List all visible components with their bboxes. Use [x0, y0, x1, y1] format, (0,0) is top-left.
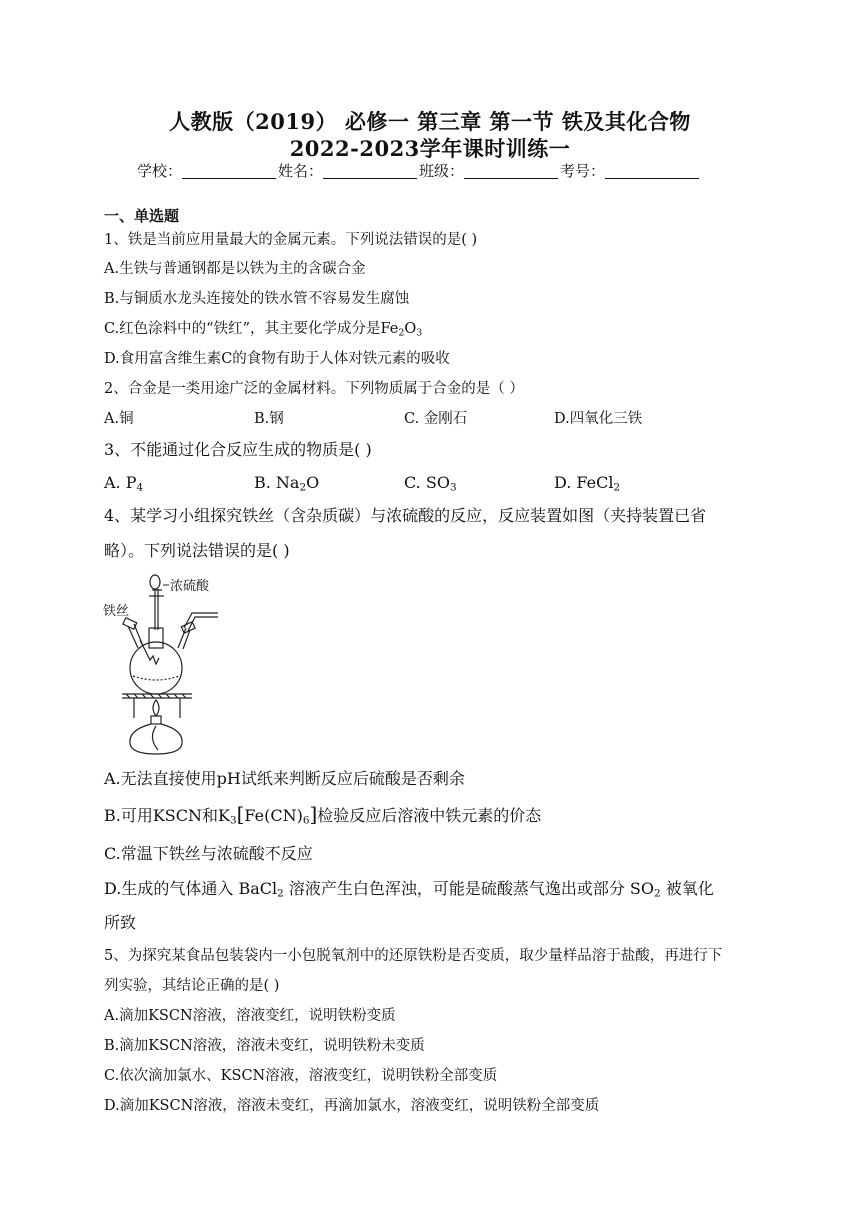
document-subtitle: 2022-2023学年课时训练一 — [289, 136, 571, 161]
formula-fe2o3: $Fe_2O_3$ — [380, 321, 423, 339]
q5-stem-line1: 5、为探究某食品包装袋内一小包脱氧剂中的还原铁粉是否变质，取少量样品溶于盐酸，再进行下 — [104, 948, 723, 964]
q4-option-d: D.生成的气体通入 BaCl$_2$ 溶液产生白色浑浊，可能是硫酸蒸气逸出或部分 $SO_2$ 被氧化 — [104, 879, 714, 900]
label-iron-wire: 铁丝 — [103, 604, 130, 619]
student-info-fields — [137, 160, 701, 181]
class-blank[interactable] — [464, 163, 558, 179]
q1-option-d: D.食用富含维生素C的食物有助于人体对铁元素的吸收 — [104, 351, 450, 367]
formula-so2: $SO_2$ — [624, 879, 661, 900]
q2-option-d: D.四氧化三铁 — [554, 411, 643, 427]
class-label: 班级： — [419, 162, 465, 180]
label-conc-sulfuric-acid: 浓硫酸 — [170, 579, 210, 594]
q3-stem: 3、不能通过化合反应生成的物质是( ) — [104, 440, 372, 459]
q1-option-c — [104, 317, 422, 338]
q4-option-c: C.常温下铁丝与浓硫酸不反应 — [104, 844, 313, 863]
document-title: 人教版（2019） 必修一 第三章 第一节 铁及其化合物 — [169, 109, 691, 134]
reaction-apparatus-diagram — [100, 568, 230, 758]
q5-option-a: A.滴加KSCN溶液，溶液变红，说明铁粉变质 — [104, 1008, 396, 1024]
q4-stem-line1: 4、某学习小组探究铁丝（含杂质碳）与浓硫酸的反应，反应装置如图（夹持装置已省 — [104, 506, 707, 525]
section-title: 一、单选题 — [104, 207, 180, 225]
q3-option-a: A. $P_4$ — [104, 473, 144, 494]
q3-option-d: D. FeCl$_2$ — [554, 473, 621, 494]
exam-number-label: 考号： — [560, 162, 606, 180]
q3-option-c: C. $SO_3$ — [404, 473, 457, 494]
name-label: 姓名： — [278, 162, 324, 180]
school-label: 学校： — [137, 162, 183, 180]
q4-option-a: A.无法直接使用pH试纸来判断反应后硫酸是否剩余 — [104, 769, 465, 788]
q4-stem-line2: 略）。下列说法错误的是( ) — [104, 541, 290, 560]
formula-k3fecn6: $K_3[Fe(CN)_6]$ — [218, 802, 318, 827]
q4-option-d-line2: 所致 — [104, 913, 137, 932]
q2-stem: 2、合金是一类用途广泛的金属材料。下列物质属于合金的是（ ） — [104, 381, 524, 397]
q3-option-b: B. $Na_2O$ — [254, 473, 320, 494]
q4-option-b: B.可用KSCN和$K_3[Fe(CN)_6]$检验反应后溶液中铁元素的价态 — [104, 802, 542, 827]
exam-number-blank[interactable] — [605, 163, 699, 179]
school-blank[interactable] — [182, 163, 276, 179]
q5-option-c: C.依次滴加氯水、KSCN溶液，溶液变红，说明铁粉全部变质 — [104, 1068, 498, 1084]
formula-bacl2: BaCl$_2$ — [233, 879, 284, 900]
q2-option-a: A.铜 — [104, 411, 134, 427]
q2-option-b: B.钢 — [254, 411, 284, 427]
q1-option-a: A.生铁与普通钢都是以铁为主的含碳合金 — [104, 261, 366, 277]
q1-option-b: B.与铜质水龙头连接处的铁水管不容易发生腐蚀 — [104, 291, 410, 307]
q5-option-d: D.滴加KSCN溶液，溶液未变红，再滴加氯水，溶液变红，说明铁粉全部变质 — [104, 1098, 600, 1114]
q1-option-c-text: C.红色涂料中的“铁红”，其主要化学成分是 — [104, 321, 381, 337]
name-blank[interactable] — [323, 163, 417, 179]
q1-stem: 1、铁是当前应用量最大的金属元素。下列说法错误的是( ) — [104, 232, 478, 248]
q2-option-c: C. 金刚石 — [404, 411, 468, 427]
q5-stem-line2: 列实验，其结论正确的是( ) — [104, 978, 280, 994]
q5-option-b: B.滴加KSCN溶液，溶液未变红，说明铁粉未变质 — [104, 1038, 425, 1054]
